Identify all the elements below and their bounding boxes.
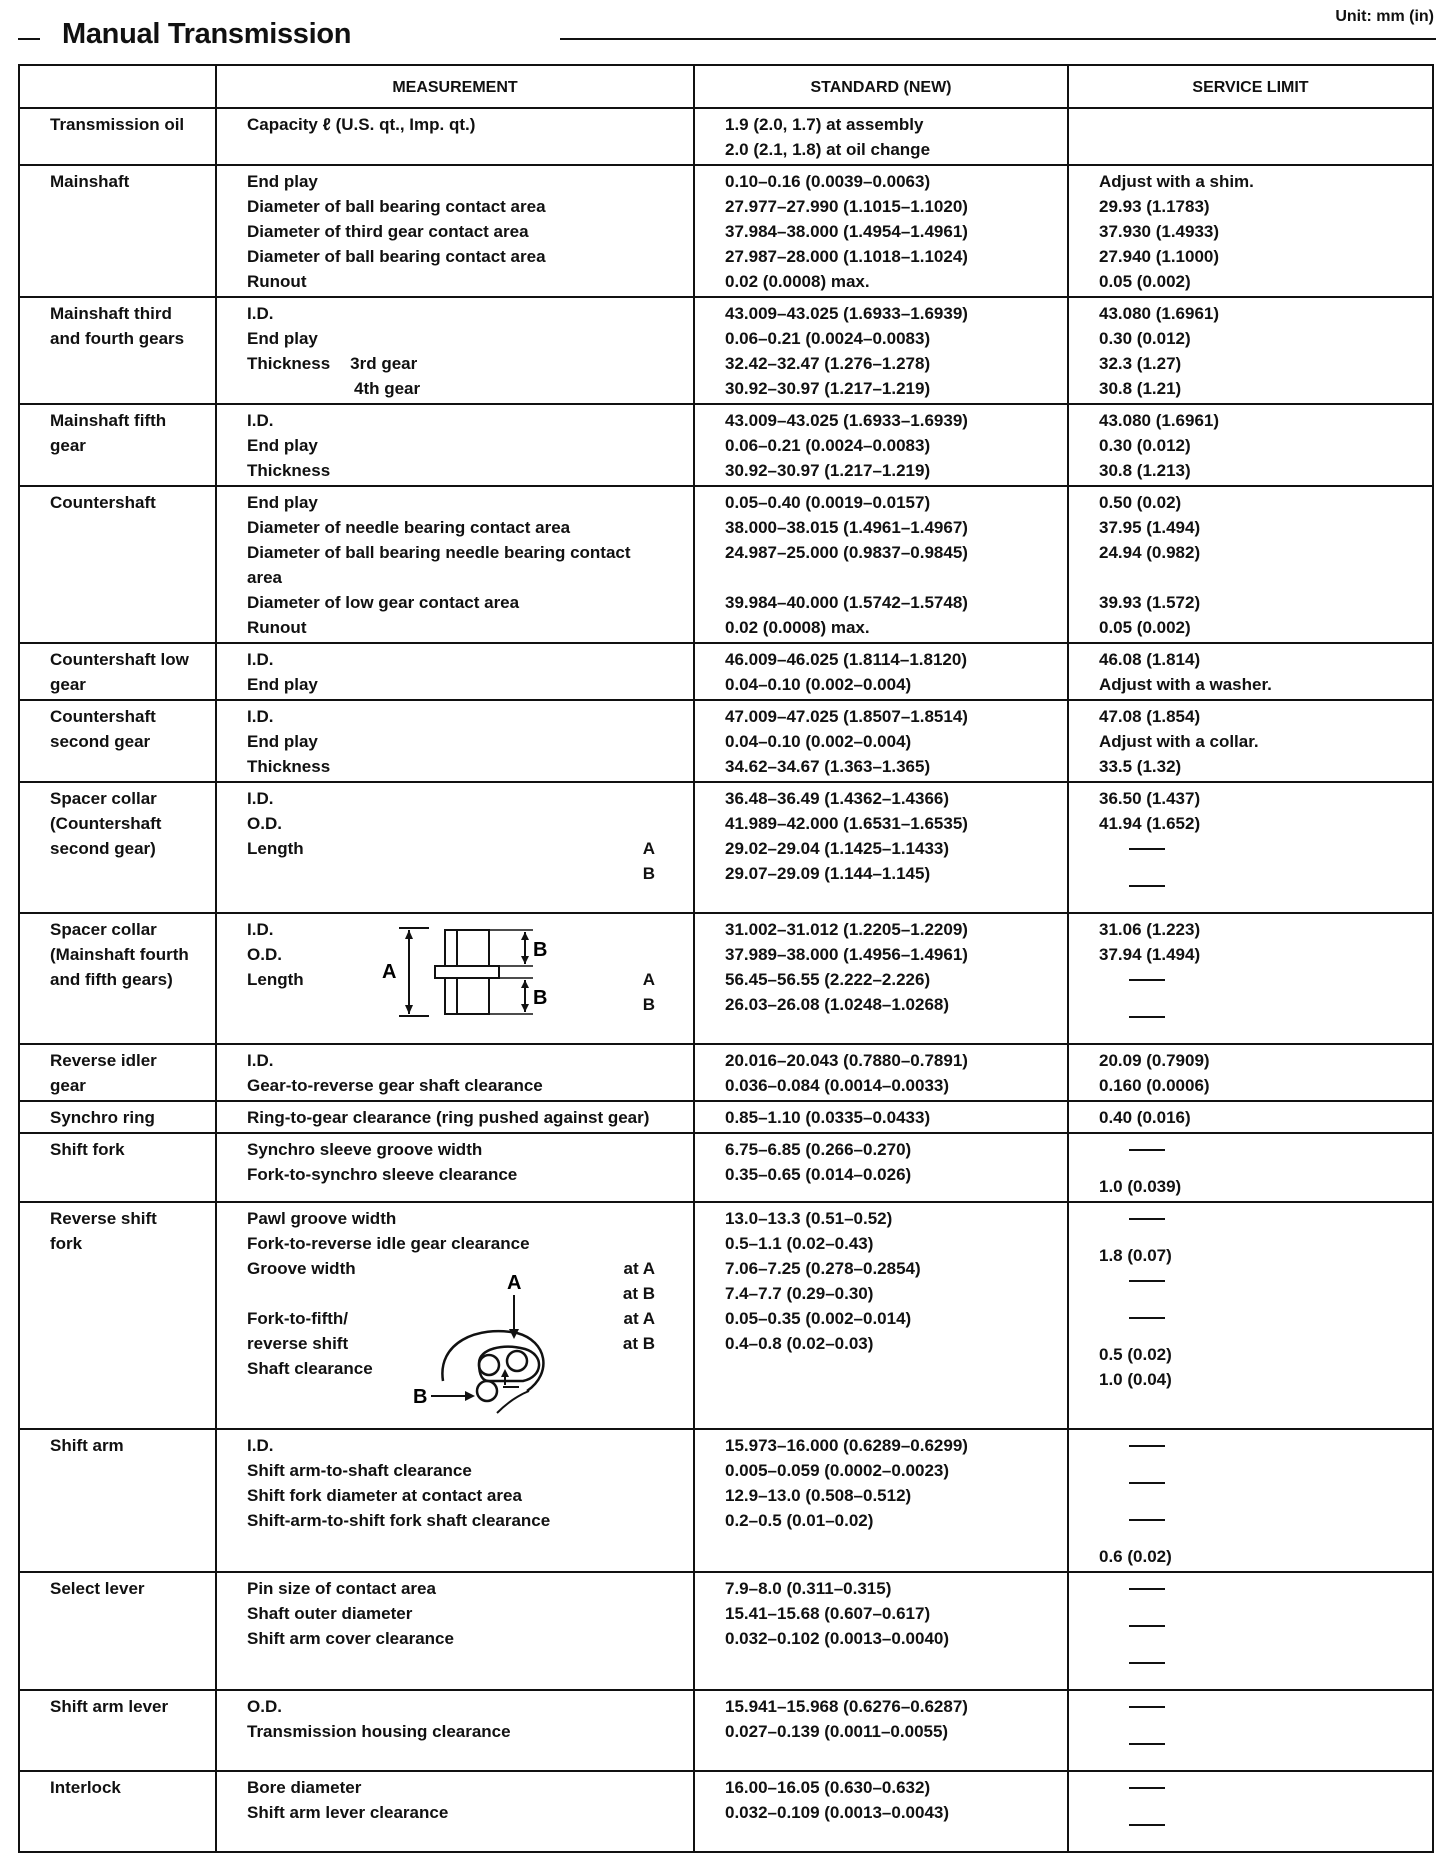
row-limit: Adjust with a shim. 29.93 (1.1783) 37.930 (1.4933) 27.940 (1.1000) 0.05 (0.002) [1068,165,1433,297]
dash-mark [1129,1625,1165,1627]
table-row [19,700,1433,782]
dash-mark [1129,979,1165,981]
table-row [19,913,1433,1044]
title-rule-left [18,38,40,40]
row-category: Countershaft low gear [19,643,216,700]
row-standard: 0.05–0.40 (0.0019–0.0157) 38.000–38.015 (1.4961–1.4967) 24.987–25.000 (0.9837–0.9845) 39.984–40.000 (1.5742–1.5748) 0.02 (0.0008) max. [694,486,1068,643]
spec-table [18,64,1434,1853]
row-measurement: Pin size of contact area Shaft outer diameter Shift arm cover clearance [216,1572,694,1690]
row-category: Mainshaft [19,165,216,297]
row-limit [1068,1572,1433,1690]
row-measurement: I.D. O.D. Length A B [216,782,694,913]
table-row [19,486,1433,643]
row-standard: 1.9 (2.0, 1.7) at assembly 2.0 (2.1, 1.8) at oil change [694,108,1068,165]
col-standard-header: STANDARD (NEW) [694,65,1068,108]
dash-mark [1129,1218,1165,1220]
table-row [19,165,1433,297]
row-measurement: O.D. Transmission housing clearance [216,1690,694,1771]
dash-mark [1129,1519,1165,1521]
row-category: Countershaft [19,486,216,643]
row-category: Shift fork [19,1133,216,1202]
row-standard: 16.00–16.05 (0.630–0.632) 0.032–0.109 (0.0013–0.0043) [694,1771,1068,1852]
row-measurement: I.D. End play Thickness 3rd gear 4th gear [216,297,694,404]
dash-mark [1129,885,1165,887]
table-row [19,1690,1433,1771]
diagram-label-b-lower: B [533,987,548,1009]
table-row [19,1572,1433,1690]
dash-mark [1129,1706,1165,1708]
row-limit: 0.40 (0.016) [1068,1101,1433,1133]
row-category: Transmission oil [19,108,216,165]
row-standard: 0.85–1.10 (0.0335–0.0433) [694,1101,1068,1133]
row-category: Shift arm [19,1429,216,1572]
row-standard: 15.941–15.968 (0.6276–0.6287) 0.027–0.139 (0.0011–0.0055) [694,1690,1068,1771]
table-row [19,1101,1433,1133]
row-category: Countershaft second gear [19,700,216,782]
row-measurement: End play Diameter of ball bearing contact area Diameter of third gear contact area Diameter of ball bearing contact area Runout [216,165,694,297]
row-measurement: I.D. End play Thickness [216,700,694,782]
row-limit [1068,1690,1433,1771]
title-rule-right [560,38,1436,40]
row-standard: 43.009–43.025 (1.6933–1.6939) 0.06–0.21 (0.0024–0.0083) 30.92–30.97 (1.217–1.219) [694,404,1068,486]
dash-mark [1129,1149,1165,1151]
row-limit: 20.09 (0.7909) 0.160 (0.0006) [1068,1044,1433,1101]
dash-mark [1129,1743,1165,1745]
row-measurement: Ring-to-gear clearance (ring pushed against gear) [216,1101,694,1133]
row-measurement: End play Diameter of needle bearing contact area Diameter of ball bearing needle bearing contact area Diameter of low gear contact area Runout [216,486,694,643]
row-measurement: Bore diameter Shift arm lever clearance [216,1771,694,1852]
row-category: Reverse idler gear [19,1044,216,1101]
table-row [19,108,1433,165]
row-category: Select lever [19,1572,216,1690]
table-row [19,1429,1433,1572]
dash-mark [1129,1016,1165,1018]
row-measurement: Capacity ℓ (U.S. qt., Imp. qt.) [216,108,694,165]
table-row [19,1202,1433,1429]
row-standard: 31.002–31.012 (1.2205–1.2209) 37.989–38.000 (1.4956–1.4961) 56.45–56.55 (2.222–2.226) 26.03–26.08 (1.0248–1.0268) [694,913,1068,1044]
row-category: Mainshaft fifth gear [19,404,216,486]
table-row [19,404,1433,486]
row-limit: 43.080 (1.6961) 0.30 (0.012) 30.8 (1.213) [1068,404,1433,486]
dash-mark [1129,1317,1165,1319]
row-standard: 43.009–43.025 (1.6933–1.6939) 0.06–0.21 (0.0024–0.0083) 32.42–32.47 (1.276–1.278) 30.92–30.97 (1.217–1.219) [694,297,1068,404]
col-measurement-header: MEASUREMENT [216,65,694,108]
row-standard: 0.10–0.16 (0.0039–0.0063) 27.977–27.990 (1.1015–1.1020) 37.984–38.000 (1.4954–1.4961) 27.987–28.000 (1.1018–1.1024) 0.02 (0.0008) max. [694,165,1068,297]
table-row [19,782,1433,913]
dash-mark [1129,1280,1165,1282]
dash-mark [1129,1588,1165,1590]
row-standard: 13.0–13.3 (0.51–0.52) 0.5–1.1 (0.02–0.43) 7.06–7.25 (0.278–0.2854) 7.4–7.7 (0.29–0.30) 0.05–0.35 (0.002–0.014) 0.4–0.8 (0.02–0.03) [694,1202,1068,1429]
row-category: Interlock [19,1771,216,1852]
row-standard: 20.016–20.043 (0.7880–0.7891) 0.036–0.084 (0.0014–0.0033) [694,1044,1068,1101]
dash-mark [1129,848,1165,850]
row-category: Mainshaft third and fourth gears [19,297,216,404]
row-category: Shift arm lever [19,1690,216,1771]
row-category: Spacer collar (Mainshaft fourth and fifth gears) [19,913,216,1044]
diagram-label-b: B [413,1386,428,1408]
col-service-limit-header: SERVICE LIMIT [1068,65,1433,108]
table-row [19,1771,1433,1852]
header-row [19,65,1433,108]
row-measurement: Synchro sleeve groove width Fork-to-synchro sleeve clearance [216,1133,694,1202]
row-limit: 0.6 (0.02) [1068,1429,1433,1572]
dash-mark [1129,1662,1165,1664]
diagram-label-a: A [382,961,397,983]
dash-mark [1129,1787,1165,1789]
row-standard: 46.009–46.025 (1.8114–1.8120) 0.04–0.10 (0.002–0.004) [694,643,1068,700]
row-measurement: Pawl groove width Fork-to-reverse idle gear clearance Groove width at A at B Fork-to-fifth/ at A reverse shift at B Shaft clearance A B [216,1202,694,1429]
row-category: Reverse shift fork [19,1202,216,1429]
row-limit [1068,108,1433,165]
dash-mark [1129,1824,1165,1826]
dash-mark [1129,1482,1165,1484]
diagram-label-b-upper: B [533,939,548,961]
table-row [19,297,1433,404]
table-row [19,1133,1433,1202]
row-limit: 31.06 (1.223) 37.94 (1.494) [1068,913,1433,1044]
table-row [19,1044,1433,1101]
row-category: Spacer collar (Countershaft second gear) [19,782,216,913]
row-limit: 43.080 (1.6961) 0.30 (0.012) 32.3 (1.27) 30.8 (1.21) [1068,297,1433,404]
row-standard: 15.973–16.000 (0.6289–0.6299) 0.005–0.059 (0.0002–0.0023) 12.9–13.0 (0.508–0.512) 0.2–0.5 (0.01–0.02) [694,1429,1068,1572]
page-title: Manual Transmission [62,18,352,50]
row-standard: 47.009–47.025 (1.8507–1.8514) 0.04–0.10 (0.002–0.004) 34.62–34.67 (1.363–1.365) [694,700,1068,782]
row-measurement: I.D. O.D. Length A B A B B [216,913,694,1044]
row-limit: 36.50 (1.437) 41.94 (1.652) [1068,782,1433,913]
row-standard: 6.75–6.85 (0.266–0.270) 0.35–0.65 (0.014–0.026) [694,1133,1068,1202]
row-limit [1068,1771,1433,1852]
row-limit: 1.0 (0.039) [1068,1133,1433,1202]
row-standard: 36.48–36.49 (1.4362–1.4366) 41.989–42.000 (1.6531–1.6535) 29.02–29.04 (1.1425–1.1433) 29.07–29.09 (1.144–1.145) [694,782,1068,913]
row-limit: 47.08 (1.854) Adjust with a collar. 33.5 (1.32) [1068,700,1433,782]
col-category-header [19,65,216,108]
row-measurement: I.D. End play [216,643,694,700]
row-measurement: I.D. End play Thickness [216,404,694,486]
table-row [19,643,1433,700]
row-measurement: I.D. Shift arm-to-shaft clearance Shift fork diameter at contact area Shift-arm-to-shift fork shaft clearance [216,1429,694,1572]
row-limit: 0.50 (0.02) 37.95 (1.494) 24.94 (0.982) 39.93 (1.572) 0.05 (0.002) [1068,486,1433,643]
row-limit: 1.8 (0.07) 0.5 (0.02) 1.0 (0.04) [1068,1202,1433,1429]
row-standard: 7.9–8.0 (0.311–0.315) 15.41–15.68 (0.607–0.617) 0.032–0.102 (0.0013–0.0040) [694,1572,1068,1690]
row-limit: 46.08 (1.814) Adjust with a washer. [1068,643,1433,700]
diagram-label-a: A [507,1272,522,1294]
dash-mark [1129,1445,1165,1447]
unit-label: Unit: mm (in) [1335,8,1434,25]
row-measurement: I.D. Gear-to-reverse gear shaft clearance [216,1044,694,1101]
spacer-collar-diagram [367,922,557,1022]
row-category: Synchro ring [19,1101,216,1133]
reverse-fork-diagram [407,1263,587,1423]
